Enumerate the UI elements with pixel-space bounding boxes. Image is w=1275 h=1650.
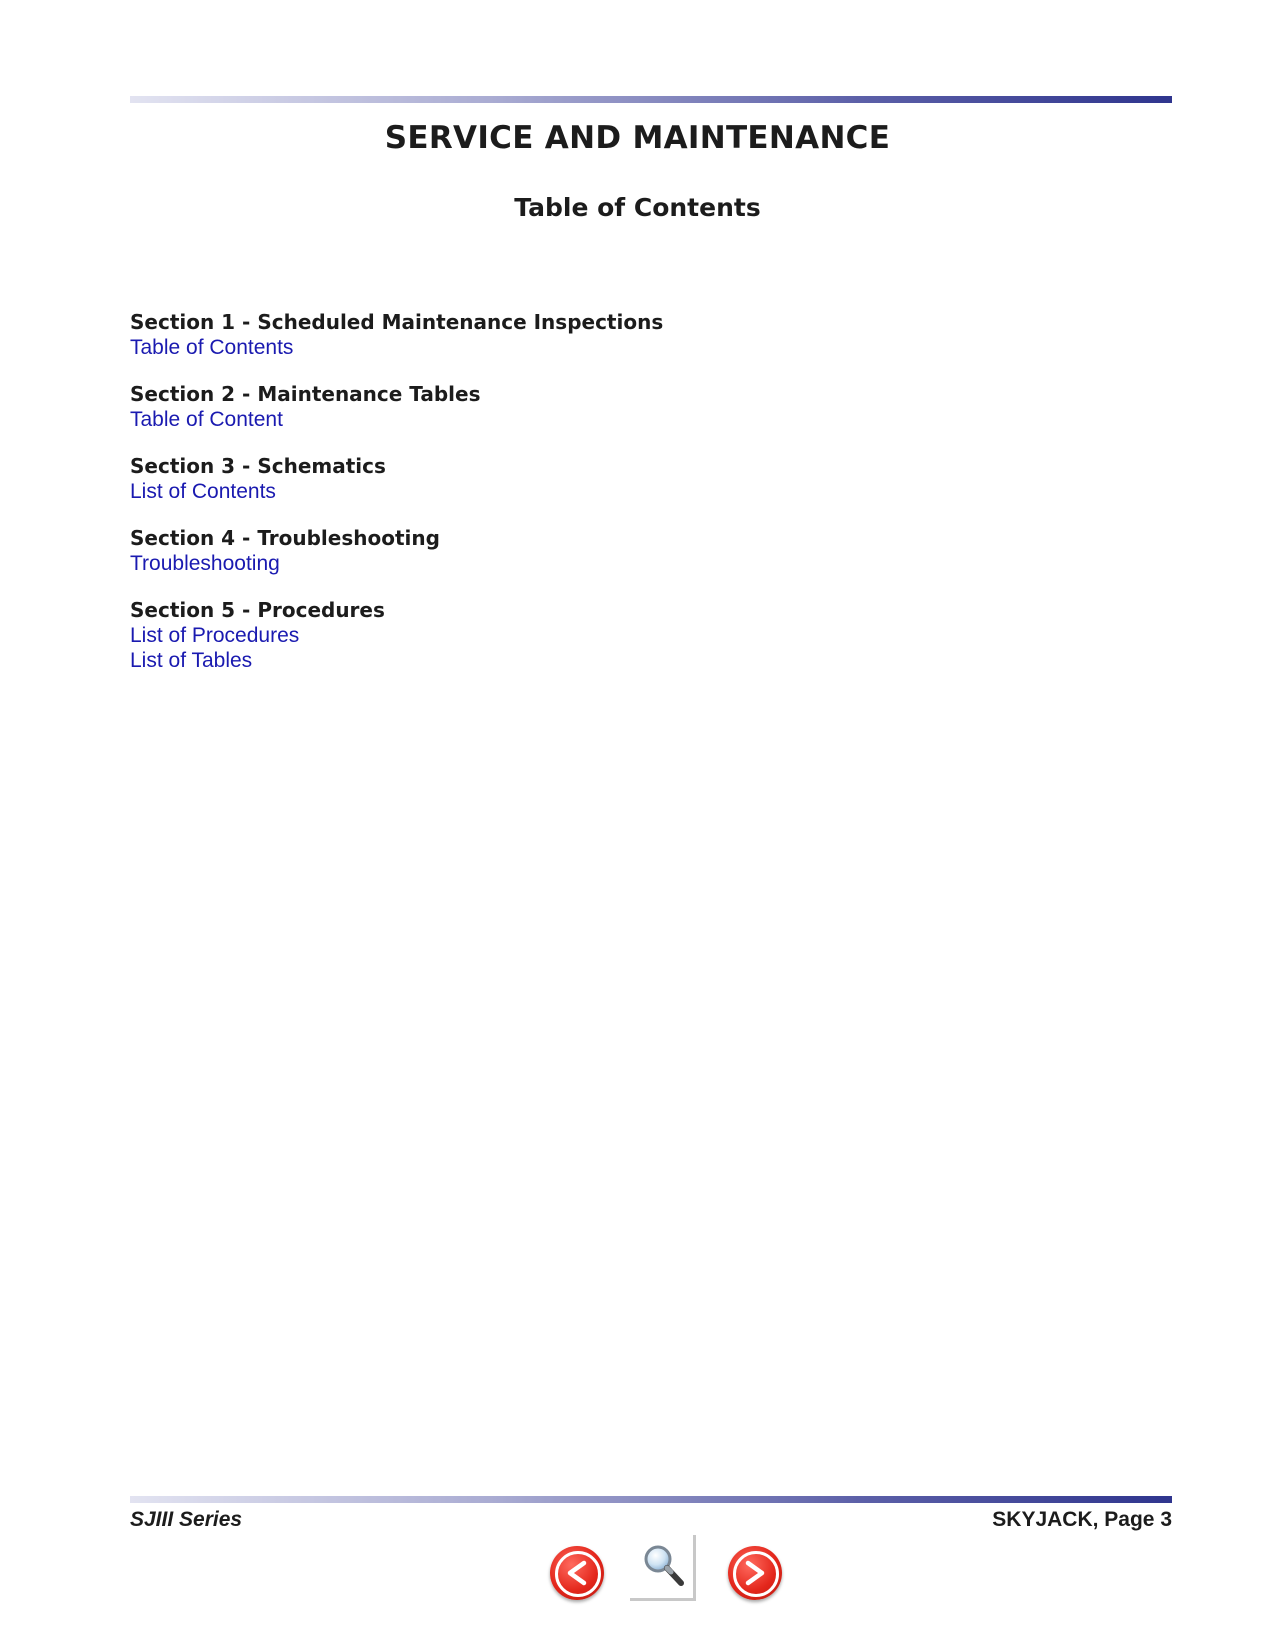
toc-section-4 [130, 526, 1030, 576]
section-1-toc-link[interactable]: Table of Contents [130, 336, 294, 359]
toc-sections [130, 310, 1030, 695]
section-2-toc-link[interactable]: Table of Content [130, 408, 283, 431]
section-title: Section 5 - Procedures [130, 598, 385, 622]
page-title: SERVICE AND MAINTENANCE [384, 120, 891, 156]
search-button[interactable] [630, 1535, 696, 1601]
toc-section-1 [130, 310, 1030, 360]
section-title: Section 2 - Maintenance Tables [130, 382, 481, 406]
page-subtitle: Table of Contents [514, 193, 761, 222]
previous-page-button[interactable] [550, 1546, 604, 1600]
toc-section-5 [130, 598, 1030, 673]
section-3-contents-link[interactable]: List of Contents [130, 480, 276, 503]
footer-rule [130, 1496, 1172, 1503]
magnifier-icon [642, 1543, 686, 1589]
section-title: Section 1 - Scheduled Maintenance Inspections [130, 310, 664, 334]
section-title: Section 4 - Troubleshooting [130, 526, 440, 550]
footer-series: SJIII Series [130, 1508, 243, 1531]
section-4-troubleshooting-link[interactable]: Troubleshooting [130, 552, 280, 575]
section-5-tables-link[interactable]: List of Tables [130, 649, 253, 672]
footer-page-number: SKYJACK, Page 3 [992, 1508, 1172, 1531]
section-5-procedures-link[interactable]: List of Procedures [130, 624, 300, 647]
header-rule [130, 96, 1172, 103]
toc-section-2 [130, 382, 1030, 432]
chevron-left-icon [564, 1559, 590, 1587]
chevron-right-icon [742, 1559, 768, 1587]
toc-section-3 [130, 454, 1030, 504]
next-page-button[interactable] [728, 1546, 782, 1600]
section-title: Section 3 - Schematics [130, 454, 386, 478]
